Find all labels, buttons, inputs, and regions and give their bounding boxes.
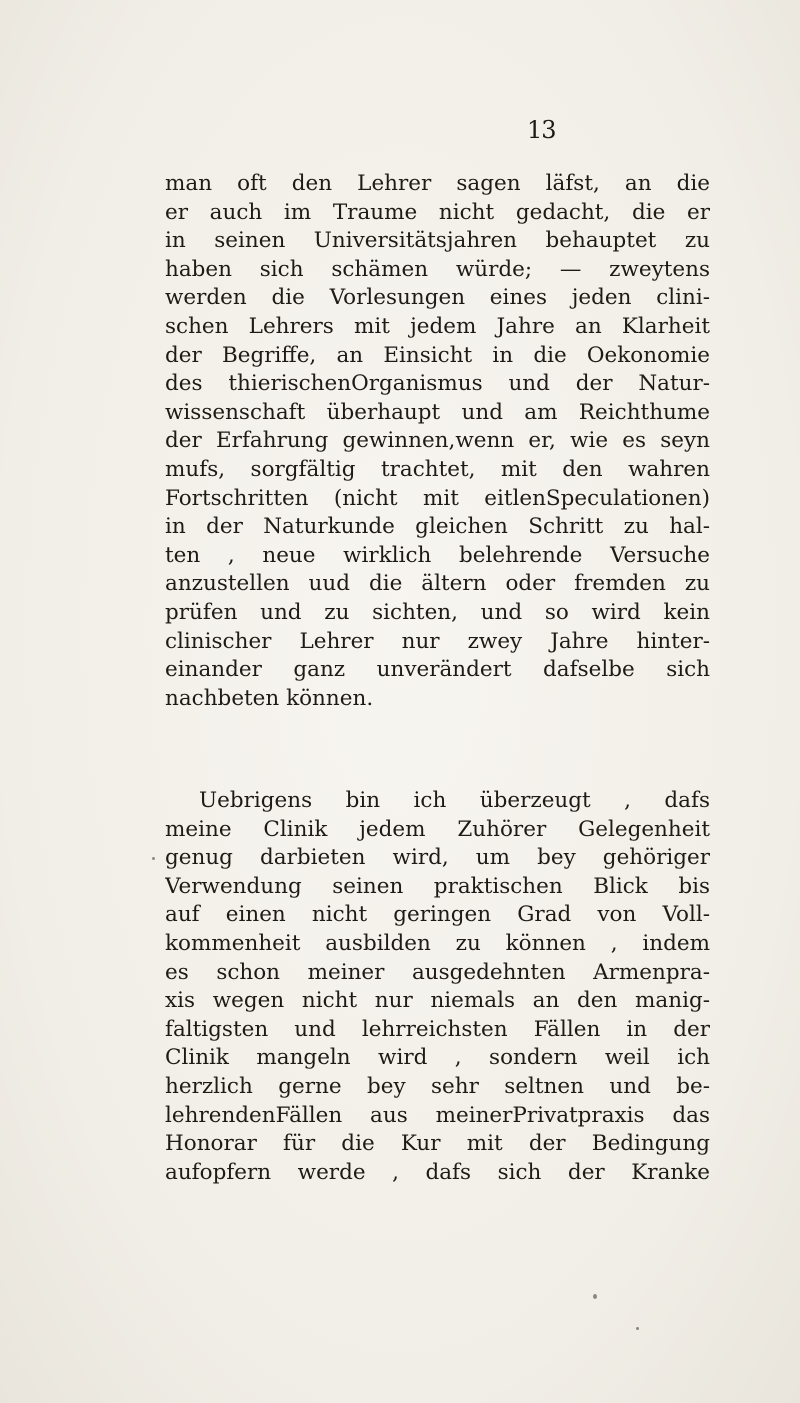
text-line: einander ganz unverändert dafselbe sich <box>165 657 710 683</box>
text-line: Verwendung seinen praktischen Blick bis <box>165 873 710 899</box>
text-line: ten , neue wirklich belehrende Versuche <box>165 542 710 568</box>
text-line: er auch im Traume nicht gedacht, die er <box>165 199 710 225</box>
text-line: herzlich gerne bey sehr seltnen und be- <box>165 1073 710 1099</box>
text-line: aufopfern werde , dafs sich der Kranke <box>165 1159 710 1185</box>
text-line: prüfen und zu sichten, und so wird kein <box>165 599 710 625</box>
paragraph-2 <box>165 787 710 1187</box>
text-line: anzustellen uud die ältern oder fremden zu <box>165 571 710 597</box>
text-line: haben sich schämen würde; — zweytens <box>165 256 710 282</box>
text-line: Fortschritten (nicht mit eitlenSpeculationen) <box>165 485 710 511</box>
ink-speck <box>593 1294 597 1299</box>
text-line: auf einen nicht geringen Grad von Voll- <box>165 902 710 928</box>
text-line: es schon meiner ausgedehnten Armenpra- <box>165 959 710 985</box>
text-line: genug darbieten wird, um bey gehöriger <box>165 845 710 871</box>
text-line: in der Naturkunde gleichen Schritt zu hal- <box>165 514 710 540</box>
text-line: clinischer Lehrer nur zwey Jahre hinter- <box>165 628 710 654</box>
text-line: Clinik mangeln wird , sondern weil ich <box>165 1045 710 1071</box>
text-line: Honorar für die Kur mit der Bedingung <box>165 1131 710 1157</box>
text-line: xis wegen nicht nur niemals an den manig- <box>165 988 710 1014</box>
text-line: der Begriffe, an Einsicht in die Oekonomie <box>165 342 710 368</box>
text-line: der Erfahrung gewinnen,wenn er, wie es seyn <box>165 428 710 454</box>
paragraph-1 <box>165 170 710 713</box>
text-line: wissenschaft überhaupt und am Reichthume <box>165 399 710 425</box>
ink-speck <box>636 1327 639 1330</box>
text-line: in seinen Universitätsjahren behauptet zu <box>165 228 710 254</box>
text-line: werden die Vorlesungen eines jeden clini- <box>165 285 710 311</box>
text-line: faltigsten und lehrreichsten Fällen in der <box>165 1016 710 1042</box>
text-line: schen Lehrers mit jedem Jahre an Klarheit <box>165 313 710 339</box>
text-line: Uebrigens bin ich überzeugt , dafs <box>199 788 710 813</box>
text-line: nachbeten können. <box>165 685 374 711</box>
ink-speck <box>152 857 155 860</box>
text-line: man oft den Lehrer sagen läfst, an die <box>165 171 710 196</box>
text-line: mufs, sorgfältig trachtet, mit den wahren <box>165 456 710 482</box>
page-number: 13 <box>527 116 556 144</box>
text-line: des thierischenOrganismus und der Natur- <box>165 371 710 397</box>
text-line: kommenheit ausbilden zu können , indem <box>165 930 710 956</box>
text-line: lehrendenFällen aus meinerPrivatpraxis das <box>165 1102 710 1128</box>
text-line: meine Clinik jedem Zuhörer Gelegenheit <box>165 816 710 842</box>
